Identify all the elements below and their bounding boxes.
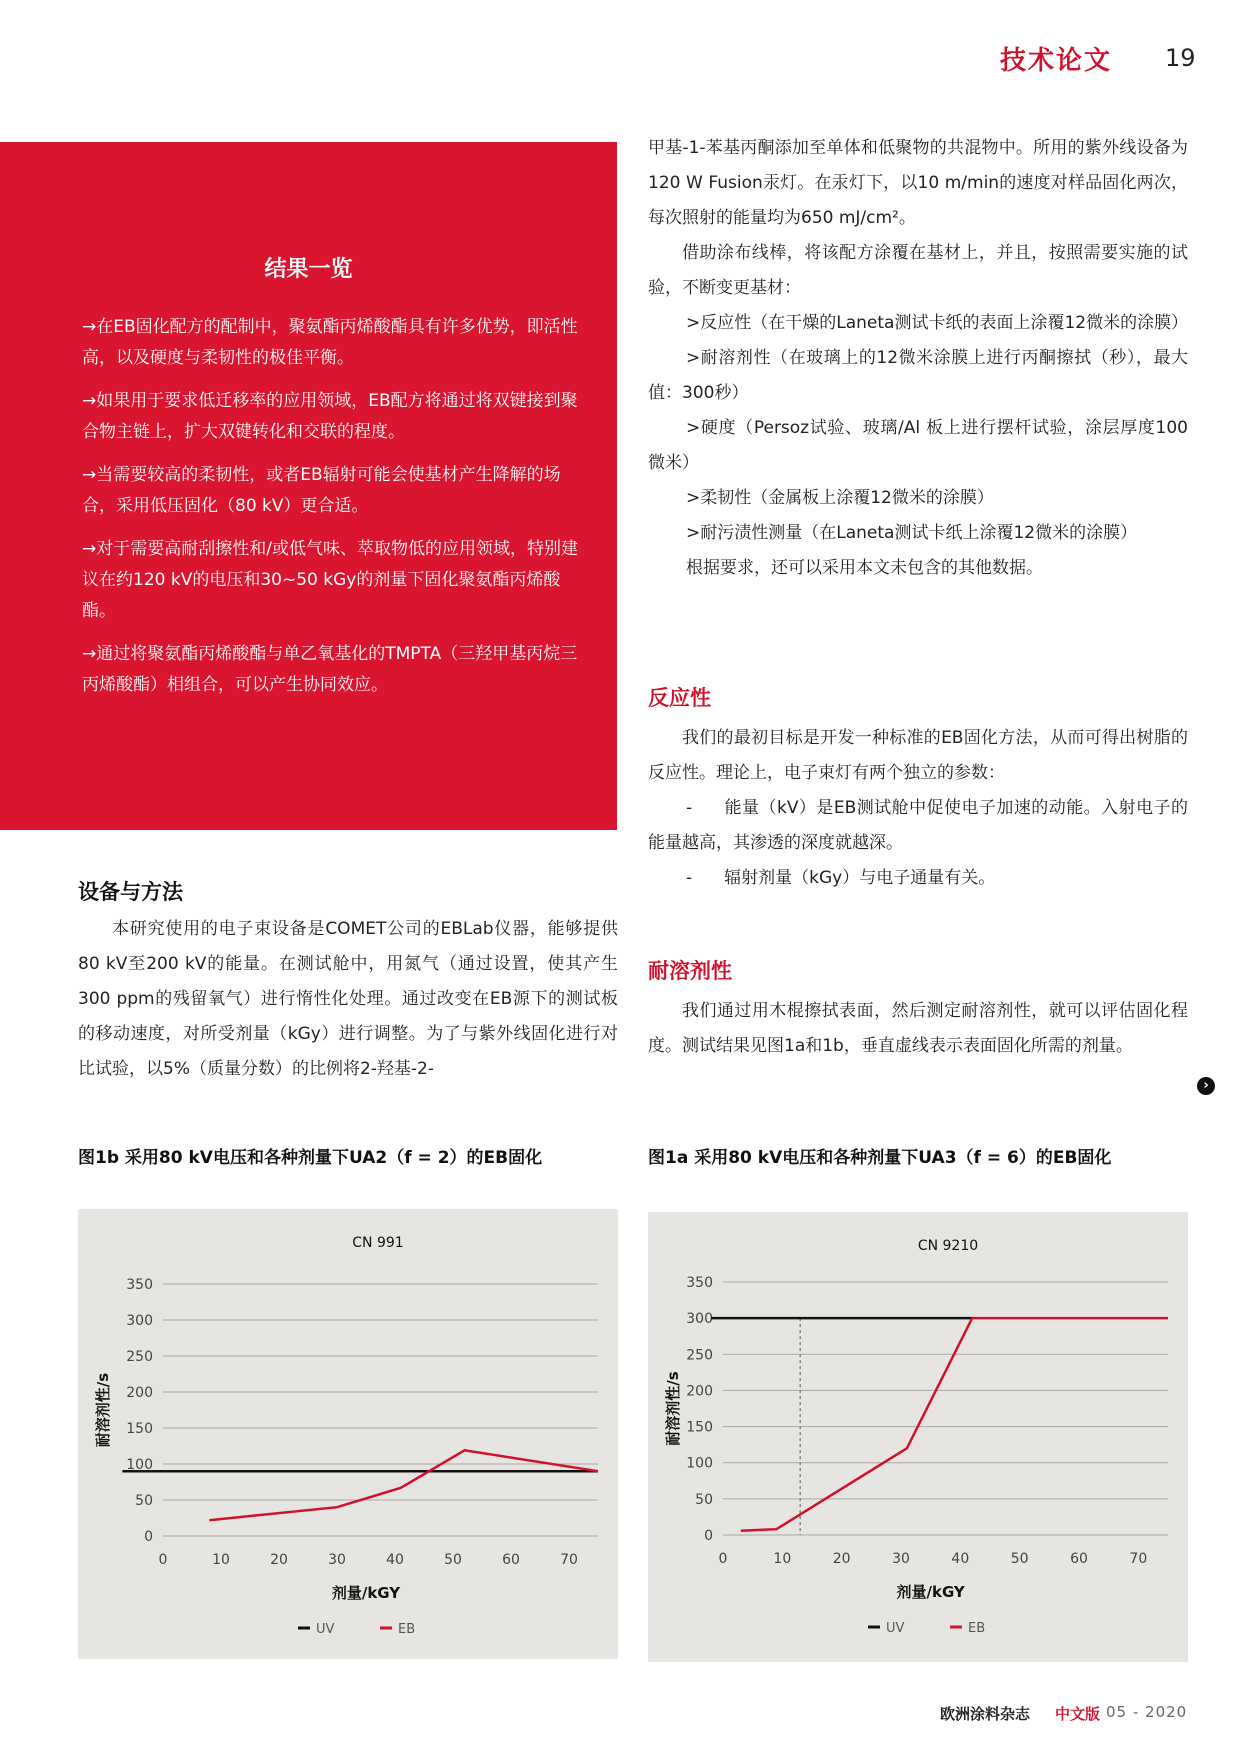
continuation-paragraph: 甲基-1-苯基丙酮添加至单体和低聚物的共混物中。所用的紫外线设备为120 W Fusion汞灯。在汞灯下，以10 m/min的速度对样品固化两次，每次照射的能量均为650 mJ/cm²。 bbox=[648, 138, 1188, 228]
x-tick-label: 0 bbox=[158, 1552, 168, 1568]
x-tick-label: 70 bbox=[560, 1552, 578, 1568]
summary-item: →在EB固化配方的配制中，聚氨酯丙烯酸酯具有许多优势，即活性高，以及硬度与柔韧性的极佳平衡。 bbox=[82, 317, 578, 368]
methods-body bbox=[78, 912, 618, 1087]
y-tick-label: 200 bbox=[126, 1385, 153, 1401]
footer-magazine: 欧洲涂料杂志 bbox=[940, 1705, 1031, 1723]
param-item bbox=[648, 791, 1188, 861]
methods-heading: 设备与方法 bbox=[78, 880, 183, 904]
summary-item: →通过将聚氨酯丙烯酸酯与单乙氧基化的TMPTA（三羟甲基丙烷三丙烯酸酯）相组合，可以产生协同效应。 bbox=[82, 644, 578, 695]
series-line-eb bbox=[209, 1450, 598, 1520]
test-item: >硬度（Persoz试验、玻璃/Al 板上进行摆杆试验，涂层厚度100微米） bbox=[648, 418, 1188, 473]
chart-cn991 bbox=[78, 1209, 618, 1659]
summary-title: 结果一览 bbox=[264, 257, 353, 282]
y-tick-label: 300 bbox=[126, 1313, 153, 1329]
y-tick-label: 300 bbox=[686, 1311, 713, 1328]
x-tick-label: 60 bbox=[502, 1552, 520, 1568]
y-tick-label: 0 bbox=[144, 1529, 153, 1545]
solvent-paragraph: 我们通过用木棍擦拭表面，然后测定耐溶剂性，就可以评估固化程度。测试结果见图1a和1b，垂直虚线表示表面固化所需的剂量。 bbox=[648, 1001, 1188, 1056]
y-axis-label: 耐溶剂性/s bbox=[664, 1371, 682, 1446]
y-axis-label: 耐溶剂性/s bbox=[94, 1372, 112, 1448]
summary-item: →如果用于要求低迁移率的应用领域，EB配方将通过将双键接到聚合物主链上，扩大双键转化和交联的程度。 bbox=[82, 391, 578, 442]
y-tick-label: 50 bbox=[135, 1493, 153, 1509]
x-axis-label: 剂量/kGY bbox=[896, 1583, 965, 1601]
param-text: 能量（kV）是EB测试舱中促使电子加速的动能。入射电子的能量越高，其渗透的深度就越深。 bbox=[648, 798, 1188, 853]
summary-box bbox=[0, 142, 617, 830]
y-tick-label: 0 bbox=[704, 1528, 713, 1544]
y-tick-label: 150 bbox=[686, 1419, 713, 1436]
y-tick-label: 200 bbox=[686, 1383, 713, 1400]
param-dash: - bbox=[686, 868, 693, 888]
y-tick-label: 350 bbox=[686, 1275, 713, 1291]
x-tick-label: 40 bbox=[386, 1552, 404, 1568]
other-data-note: 根据要求，还可以采用本文未包含的其他数据。 bbox=[686, 558, 1043, 578]
x-axis-label: 剂量/kGY bbox=[331, 1584, 401, 1602]
reactivity-heading: 反应性 bbox=[648, 686, 711, 710]
figure-caption-left: 图1b 采用80 kV电压和各种剂量下UA2（f = 2）的EB固化 bbox=[78, 1148, 543, 1168]
solvent-body bbox=[648, 994, 1188, 1064]
x-tick-label: 30 bbox=[892, 1551, 910, 1567]
summary-item: →对于需要高耐刮擦性和/或低气味、萃取物低的应用领域，特别建议在约120 kV的电压和30~50 kGy的剂量下固化聚氨酯丙烯酸酯。 bbox=[82, 539, 578, 621]
chart-cn9210 bbox=[648, 1212, 1188, 1662]
x-tick-label: 70 bbox=[1129, 1551, 1148, 1567]
y-tick-label: 250 bbox=[126, 1349, 153, 1365]
legend-label-uv: UV bbox=[316, 1622, 335, 1637]
right-column bbox=[648, 131, 1188, 586]
param-item bbox=[648, 861, 1188, 896]
test-item: >耐污渍性测量（在Laneta测试卡纸上涂覆12微米的涂膜） bbox=[686, 523, 1138, 543]
x-tick-label: 30 bbox=[328, 1552, 346, 1568]
y-tick-label: 100 bbox=[686, 1455, 713, 1472]
param-text: 辐射剂量（kGy）与电子通量有关。 bbox=[724, 868, 996, 888]
summary-item: →当需要较高的柔韧性，或者EB辐射可能会使基材产生降解的场合，采用低压固化（80 kV）更合适。 bbox=[82, 465, 561, 516]
y-tick-label: 350 bbox=[126, 1277, 153, 1293]
y-tick-label: 150 bbox=[126, 1421, 153, 1437]
x-tick-label: 40 bbox=[951, 1551, 970, 1567]
section-title: 技术论文 bbox=[1000, 46, 1113, 76]
chevron-right-circle-icon[interactable]: › bbox=[1197, 1077, 1215, 1095]
reactivity-paragraph: 我们的最初目标是开发一种标准的EB固化方法，从而可得出树脂的反应性。理论上，电子束灯有两个独立的参数： bbox=[648, 728, 1188, 783]
test-item: >耐溶剂性（在玻璃上的12微米涂膜上进行丙酮擦拭（秒），最大值：300秒） bbox=[648, 348, 1188, 403]
coating-intro: 借助涂布线棒，将该配方涂覆在基材上，并且，按照需要实施的试验，不断变更基材： bbox=[648, 243, 1188, 298]
x-tick-label: 10 bbox=[773, 1551, 792, 1567]
reactivity-body bbox=[648, 721, 1188, 896]
y-tick-label: 250 bbox=[686, 1347, 713, 1364]
footer-issue: 05 - 2020 bbox=[1106, 1703, 1188, 1721]
chart-title: CN 991 bbox=[352, 1235, 404, 1251]
solvent-heading: 耐溶剂性 bbox=[648, 959, 732, 983]
footer-edition: 中文版 bbox=[1055, 1705, 1101, 1723]
figure-caption-right: 图1a 采用80 kV电压和各种剂量下UA3（f = 6）的EB固化 bbox=[648, 1148, 1112, 1168]
methods-paragraph: 本研究使用的电子束设备是COMET公司的EBLab仪器，能够提供80 kV至200 kV的能量。在测试舱中，用氮气（通过设置，使其产生300 ppm的残留氧气）进行惰性化处理。通过改变在EB源下的测试板的移动速度，对所受剂量（kGy）进行调整。为了与紫外线固化进行对比试验，以5%（质量分数）的比例将2-羟基-2- bbox=[78, 919, 618, 1079]
chart-panel-cn9210 bbox=[648, 1212, 1188, 1662]
legend-label-eb: EB bbox=[968, 1621, 986, 1636]
test-item: >柔韧性（金属板上涂覆12微米的涂膜） bbox=[686, 488, 994, 508]
x-tick-label: 50 bbox=[444, 1552, 462, 1568]
legend-label-uv: UV bbox=[886, 1621, 905, 1636]
test-item: >反应性（在干燥的Laneta测试卡纸的表面上涂覆12微米的涂膜） bbox=[686, 313, 1189, 333]
x-tick-label: 10 bbox=[212, 1552, 230, 1568]
y-tick-label: 50 bbox=[695, 1491, 713, 1508]
param-dash: - bbox=[686, 798, 693, 818]
legend-label-eb: EB bbox=[398, 1622, 416, 1637]
chart-panel-cn991 bbox=[78, 1209, 618, 1659]
x-tick-label: 50 bbox=[1010, 1551, 1029, 1567]
x-tick-label: 60 bbox=[1070, 1551, 1088, 1567]
x-tick-label: 0 bbox=[718, 1551, 728, 1567]
page-number: 19 bbox=[1165, 44, 1196, 72]
x-tick-label: 20 bbox=[832, 1551, 851, 1567]
y-tick-label: 100 bbox=[126, 1457, 153, 1473]
chart-title: CN 9210 bbox=[917, 1238, 979, 1254]
x-tick-label: 20 bbox=[270, 1552, 288, 1568]
summary-list bbox=[82, 312, 592, 713]
